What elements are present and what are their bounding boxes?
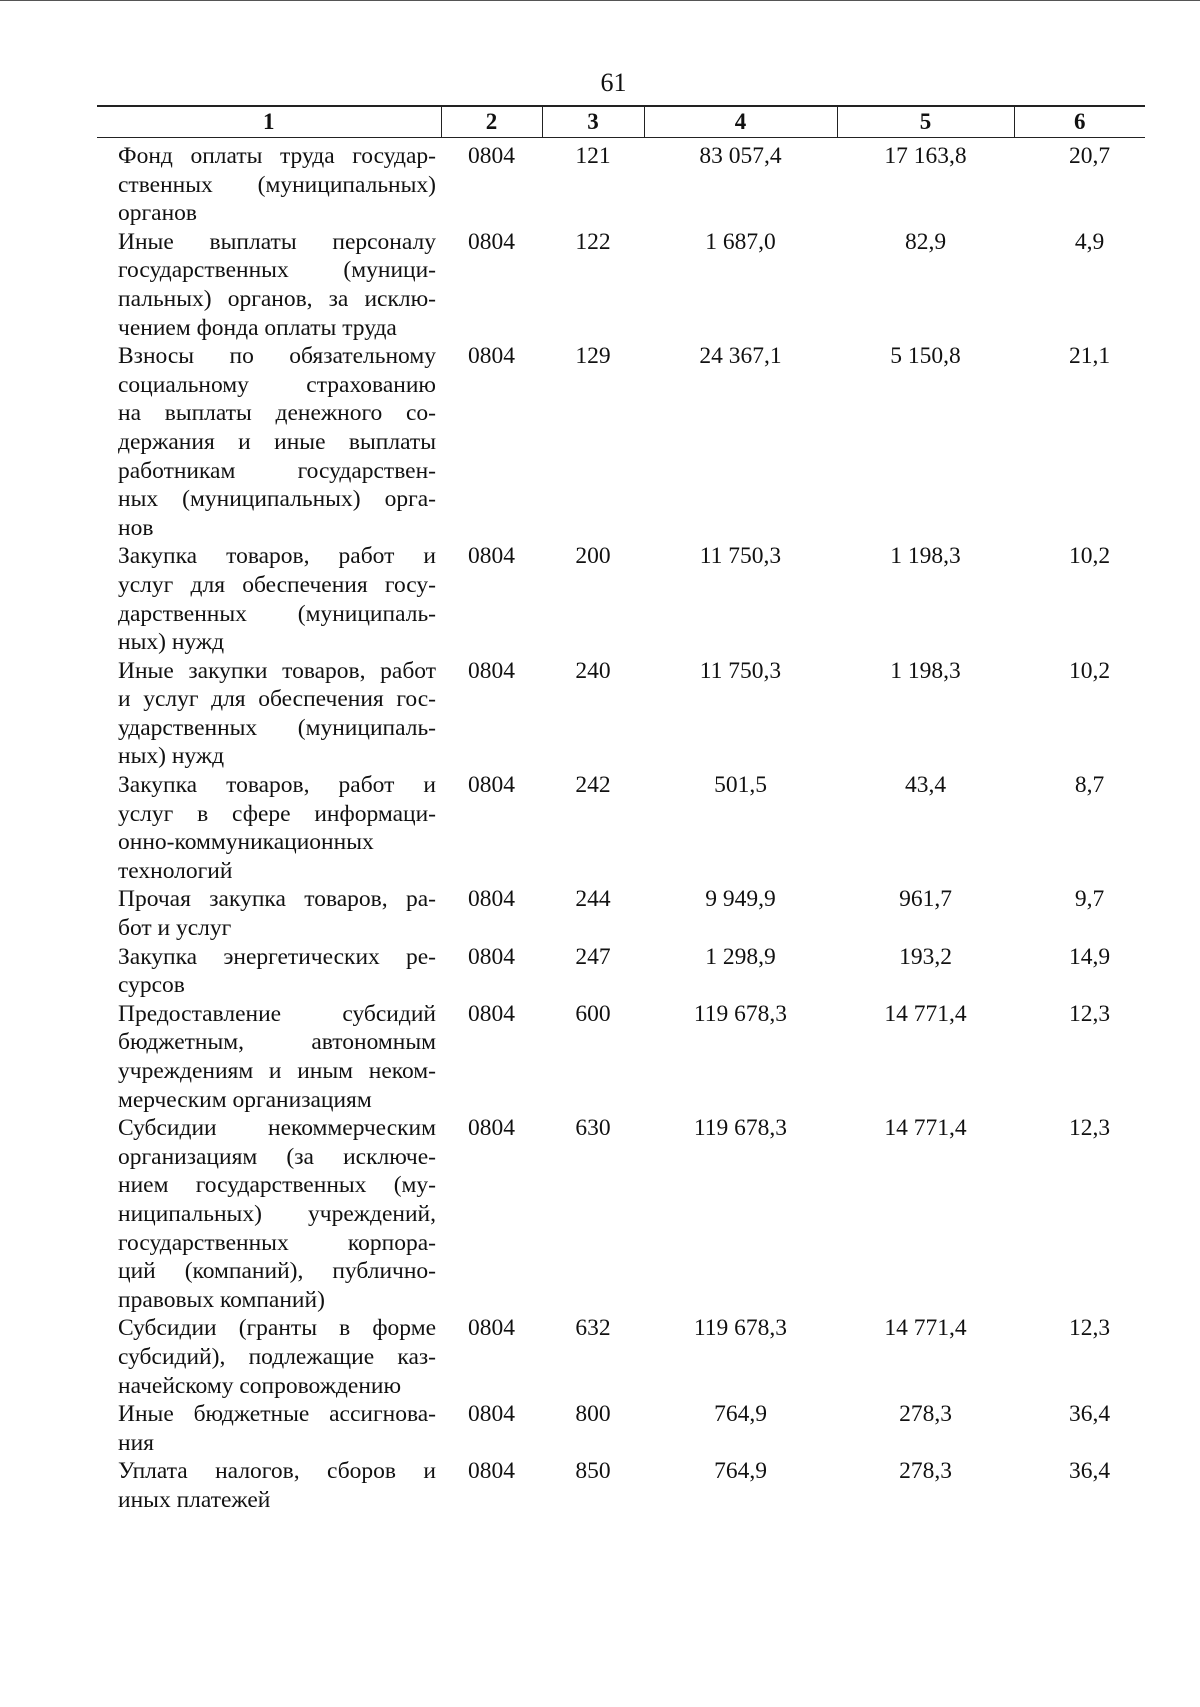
row-name-line: государственных (муници- bbox=[118, 257, 436, 284]
table-row bbox=[97, 1000, 1145, 1114]
row-name-cell bbox=[97, 138, 441, 228]
row-name-line: ных (муниципальных) орга- bbox=[118, 486, 436, 513]
row-code-cell: 600 bbox=[575, 1000, 611, 1027]
table-row bbox=[97, 657, 1145, 771]
row-col4-cell: 1 298,9 bbox=[705, 943, 776, 970]
row-section-cell: 0804 bbox=[468, 772, 515, 799]
row-col6-cell: 10,2 bbox=[1068, 543, 1111, 570]
row-name-line: ственных (муниципальных) bbox=[118, 171, 436, 198]
row-name-line: и услуг для обеспечения гос- bbox=[118, 686, 436, 713]
row-name-line: Субсидии (гранты в форме bbox=[118, 1315, 436, 1342]
column-header-3: 3 bbox=[542, 106, 644, 138]
row-name-line: бот и услуг bbox=[118, 915, 232, 942]
row-col4-cell: 83 057,4 bbox=[699, 143, 782, 169]
column-header-5: 5 bbox=[837, 106, 1014, 138]
row-name-cell bbox=[97, 771, 441, 885]
row-code-cell: 122 bbox=[575, 228, 611, 255]
table-header bbox=[97, 106, 1145, 138]
row-name-line: Иные выплаты персоналу bbox=[118, 228, 436, 255]
row-section-cell: 0804 bbox=[468, 1458, 515, 1485]
column-header-1: 1 bbox=[97, 106, 441, 138]
row-section-cell: 0804 bbox=[468, 886, 515, 913]
row-section-cell: 0804 bbox=[468, 143, 515, 169]
row-name-line: Иные закупки товаров, работ bbox=[118, 657, 436, 684]
row-code-cell: 121 bbox=[575, 143, 611, 169]
row-section-cell: 0804 bbox=[468, 1000, 515, 1027]
row-col6-cell: 36,4 bbox=[1068, 1401, 1111, 1428]
table-body bbox=[97, 138, 1145, 1515]
row-col5-cell: 14 771,4 bbox=[884, 1000, 967, 1027]
row-code-cell: 800 bbox=[575, 1401, 611, 1428]
row-code-cell: 240 bbox=[575, 657, 611, 684]
row-name-line: Взносы по обязательному bbox=[118, 343, 436, 370]
row-col6-cell: 14,9 bbox=[1068, 943, 1111, 970]
row-section-cell: 0804 bbox=[468, 1401, 515, 1428]
row-col5-cell: 1 198,3 bbox=[890, 657, 961, 684]
row-col6-cell: 10,2 bbox=[1068, 657, 1111, 684]
row-section-cell: 0804 bbox=[468, 1115, 515, 1142]
row-name-line: ных) нужд bbox=[118, 743, 225, 770]
table-row bbox=[97, 542, 1145, 656]
row-code-cell: 200 bbox=[575, 543, 611, 570]
row-name-line: ций (компаний), публично- bbox=[118, 1258, 436, 1285]
row-col4-cell: 764,9 bbox=[714, 1458, 767, 1485]
table-row bbox=[97, 943, 1145, 1000]
row-code-cell: 850 bbox=[575, 1458, 611, 1485]
row-name-line: сурсов bbox=[118, 972, 185, 999]
row-col5-cell: 14 771,4 bbox=[884, 1115, 967, 1142]
row-name-line: ударственных (муниципаль- bbox=[118, 714, 436, 741]
table-row bbox=[97, 771, 1145, 885]
row-name-line: бюджетным, автономным bbox=[118, 1029, 436, 1056]
row-name-cell bbox=[97, 1314, 441, 1400]
row-name-line: мерческим организациям bbox=[118, 1086, 372, 1113]
row-name-line: Уплата налогов, сборов и bbox=[118, 1458, 436, 1485]
row-name-line: органов bbox=[118, 200, 197, 227]
row-col4-cell: 11 750,3 bbox=[699, 543, 782, 570]
row-col6-cell: 4,9 bbox=[1074, 228, 1105, 255]
header-row bbox=[97, 106, 1145, 138]
row-col5-cell: 82,9 bbox=[904, 228, 947, 255]
row-name-line: Закупка товаров, работ и bbox=[118, 543, 436, 570]
row-name-line: нием государственных (му- bbox=[118, 1172, 436, 1199]
row-name-line: ния bbox=[118, 1429, 154, 1456]
table-row bbox=[97, 228, 1145, 342]
row-col6-cell: 8,7 bbox=[1074, 772, 1105, 799]
row-col6-cell: 21,1 bbox=[1068, 343, 1111, 370]
row-name-line: дарственных (муниципаль- bbox=[118, 600, 436, 627]
row-section-cell: 0804 bbox=[468, 228, 515, 255]
row-name-line: пальных) органов, за исклю- bbox=[118, 285, 436, 312]
row-code-cell: 244 bbox=[575, 886, 611, 913]
row-col5-cell: 5 150,8 bbox=[890, 343, 961, 370]
budget-table bbox=[97, 105, 1145, 1515]
row-col6-cell: 36,4 bbox=[1068, 1458, 1111, 1485]
row-name-line: субсидий), подлежащие каз- bbox=[118, 1343, 436, 1370]
row-name-line: держания и иные выплаты bbox=[118, 428, 436, 455]
row-code-cell: 632 bbox=[575, 1315, 611, 1342]
table-row bbox=[97, 138, 1145, 228]
row-name-line: социальному страхованию bbox=[118, 371, 436, 398]
row-col5-cell: 43,4 bbox=[904, 772, 947, 799]
row-name-line: ниципальных) учреждений, bbox=[118, 1200, 436, 1227]
row-name-line: учреждениям и иным неком- bbox=[118, 1058, 436, 1084]
row-name-line: услуг в сфере информаци- bbox=[118, 800, 436, 827]
row-section-cell: 0804 bbox=[468, 343, 515, 370]
row-code-cell: 242 bbox=[575, 772, 611, 799]
row-col4-cell: 11 750,3 bbox=[699, 657, 782, 684]
row-name-line: чением фонда оплаты труда bbox=[118, 314, 397, 341]
row-col5-cell: 278,3 bbox=[899, 1458, 952, 1485]
row-col4-cell: 1 687,0 bbox=[705, 228, 776, 255]
row-col4-cell: 501,5 bbox=[714, 772, 767, 799]
row-col6-cell: 20,7 bbox=[1068, 143, 1111, 169]
row-code-cell: 247 bbox=[575, 943, 611, 970]
row-name-line: онно-коммуникационных bbox=[118, 829, 374, 856]
row-name-line: правовых компаний) bbox=[118, 1286, 325, 1313]
row-section-cell: 0804 bbox=[468, 543, 515, 570]
row-col4-cell: 119 678,3 bbox=[693, 1115, 788, 1142]
row-name-line: Иные бюджетные ассигнова- bbox=[118, 1401, 436, 1428]
row-name-line: Фонд оплаты труда государ- bbox=[118, 143, 436, 169]
row-col6-cell: 12,3 bbox=[1068, 1315, 1111, 1342]
row-col5-cell: 278,3 bbox=[899, 1401, 952, 1428]
row-name-cell bbox=[97, 1000, 441, 1114]
table-row bbox=[97, 1457, 1145, 1514]
row-name-line: организациям (за исключе- bbox=[118, 1143, 436, 1170]
row-name-line: государственных корпора- bbox=[118, 1229, 436, 1256]
row-name-cell bbox=[97, 542, 441, 656]
row-section-cell: 0804 bbox=[468, 943, 515, 970]
row-col4-cell: 119 678,3 bbox=[693, 1315, 788, 1342]
row-name-cell bbox=[97, 1400, 441, 1457]
table-row bbox=[97, 342, 1145, 542]
row-name-line: Субсидии некоммерческим bbox=[118, 1115, 436, 1142]
row-name-line: технологий bbox=[118, 857, 233, 884]
row-name-line: Закупка товаров, работ и bbox=[118, 772, 436, 799]
table-row bbox=[97, 1314, 1145, 1400]
table-row bbox=[97, 1400, 1145, 1457]
row-col4-cell: 764,9 bbox=[714, 1401, 767, 1428]
page-top-edge bbox=[0, 0, 1200, 1]
row-col4-cell: 119 678,3 bbox=[693, 1000, 788, 1027]
column-header-2: 2 bbox=[441, 106, 542, 138]
row-name-line: начейскому сопровождению bbox=[118, 1372, 402, 1399]
row-name-cell bbox=[97, 657, 441, 771]
row-col5-cell: 961,7 bbox=[899, 886, 952, 913]
row-name-line: на выплаты денежного со- bbox=[118, 400, 436, 427]
row-name-cell bbox=[97, 1114, 441, 1314]
row-code-cell: 129 bbox=[575, 343, 611, 370]
row-name-line: ных) нужд bbox=[118, 629, 225, 656]
row-name-line: услуг для обеспечения госу- bbox=[118, 571, 436, 598]
row-section-cell: 0804 bbox=[468, 657, 515, 684]
row-col6-cell: 12,3 bbox=[1068, 1000, 1111, 1027]
row-col6-cell: 9,7 bbox=[1074, 886, 1105, 913]
row-name-line: иных платежей bbox=[118, 1486, 271, 1513]
row-col5-cell: 14 771,4 bbox=[884, 1315, 967, 1342]
row-col5-cell: 1 198,3 bbox=[890, 543, 961, 570]
row-col5-cell: 193,2 bbox=[899, 943, 952, 970]
row-col4-cell: 9 949,9 bbox=[705, 886, 776, 913]
row-name-cell bbox=[97, 228, 441, 342]
row-code-cell: 630 bbox=[575, 1115, 611, 1142]
row-col6-cell: 12,3 bbox=[1068, 1115, 1111, 1142]
table-row bbox=[97, 1114, 1145, 1314]
row-name-cell bbox=[97, 1457, 441, 1514]
page-number: 61 bbox=[600, 68, 627, 97]
row-name-line: нов bbox=[118, 514, 154, 541]
row-name-line: работникам государствен- bbox=[118, 457, 436, 484]
row-name-cell bbox=[97, 943, 441, 1000]
row-name-line: Предоставление субсидий bbox=[118, 1000, 436, 1027]
column-header-4: 4 bbox=[644, 106, 837, 138]
row-col4-cell: 24 367,1 bbox=[699, 343, 782, 370]
row-name-cell bbox=[97, 342, 441, 542]
table-row bbox=[97, 885, 1145, 942]
row-section-cell: 0804 bbox=[468, 1315, 515, 1342]
row-col5-cell: 17 163,8 bbox=[884, 143, 967, 169]
row-name-line: Прочая закупка товаров, ра- bbox=[118, 886, 436, 913]
column-header-6: 6 bbox=[1014, 106, 1145, 138]
row-name-cell bbox=[97, 885, 441, 942]
row-name-line: Закупка энергетических ре- bbox=[118, 943, 436, 970]
